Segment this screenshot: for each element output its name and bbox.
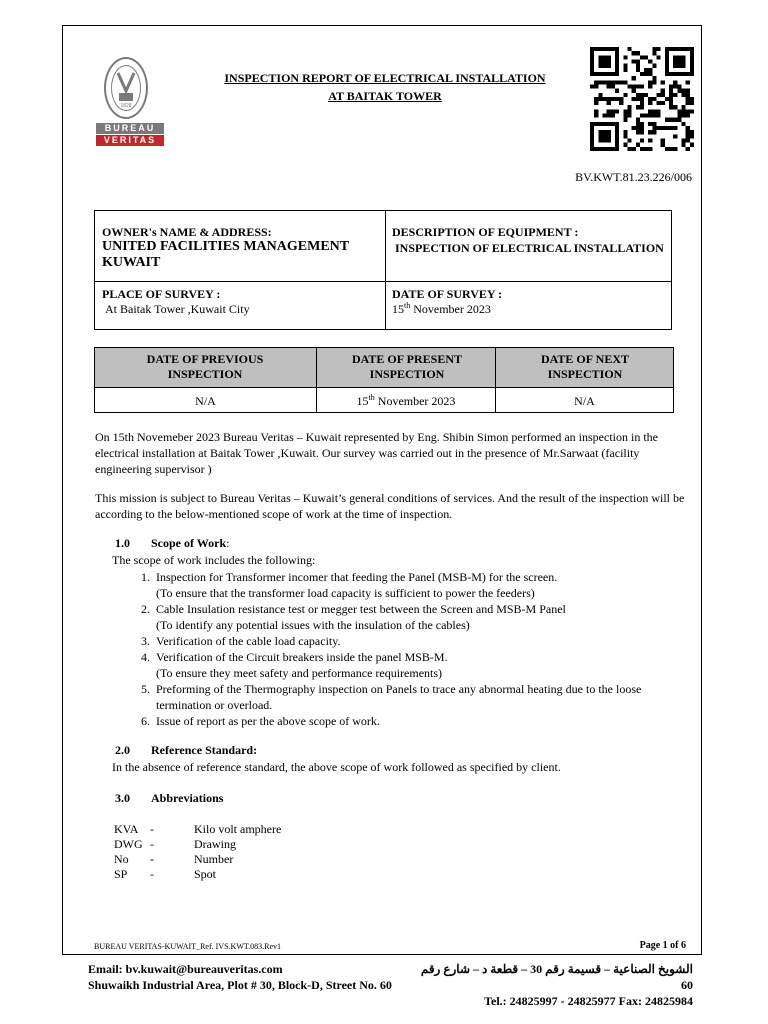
equipment-value: INSPECTION OF ELECTRICAL INSTALLATION — [395, 241, 664, 255]
bureau-veritas-logo — [96, 57, 168, 149]
footer-contact-arabic — [420, 961, 693, 1009]
form-reference: BUREAU VERITAS-KUWAIT_Ref. IVS.KWT.083.Rev1 — [94, 942, 282, 951]
present-inspection-header: DATE OF PRESENT INSPECTION — [351, 352, 462, 381]
abbreviations-heading: 3.0 Abbreviations — [115, 791, 224, 805]
scope-item-note: (To ensure that the transformer load capacity is sufficient to power the feeders) — [156, 586, 535, 600]
equipment-label: DESCRIPTION OF EQUIPMENT : — [392, 225, 579, 239]
scope-list — [112, 569, 692, 729]
scope-heading: 1.0 Scope of Work: — [115, 536, 230, 550]
present-inspection-value: 15th November 2023 — [356, 393, 456, 408]
logo-bureau-text: BUREAU — [96, 123, 164, 134]
logo-seal — [104, 57, 148, 119]
abbreviation-row: KVA - Kilo volt amphere — [114, 822, 282, 836]
scope-item-note: (To ensure they meet safety and performance requirements) — [156, 666, 443, 680]
mission-paragraph: This mission is subject to Bureau Veritas – Kuwait’s general conditions of services. And the result of the inspection will be according to the below-mentioned scope of work at the time of inspection. — [95, 491, 685, 521]
footer-contact — [88, 961, 392, 993]
scope-item-note: termination or overload. — [156, 698, 273, 712]
logo-year: 1828 — [120, 103, 132, 109]
owner-value: UNITED FACILITIES MANAGEMENT KUWAIT — [102, 239, 349, 270]
owner-label: OWNER's NAME & ADDRESS: — [102, 225, 272, 239]
survey-date-label: DATE OF SURVEY : — [392, 287, 503, 301]
footer-address: Shuwaikh Industrial Area, Plot # 30, Block-D, Street No. 60 — [88, 978, 392, 992]
title-line-2: AT BAITAK TOWER — [328, 89, 442, 103]
next-inspection-header: DATE OF NEXT INSPECTION — [540, 352, 629, 381]
logo-veritas-text: VERITAS — [96, 135, 164, 146]
reference-heading: 2.0 Reference Standard: — [115, 743, 258, 757]
reference-text: In the absence of reference standard, the above scope of work followed as specified by client. — [112, 760, 561, 774]
report-reference-number: BV.KWT.81.23.226/006 — [575, 170, 692, 184]
inspection-dates-table — [94, 347, 674, 413]
page-number: Page 1 of 6 — [639, 940, 686, 951]
scope-item: 4. Verification of the Circuit breakers inside the panel MSB-M. — [141, 650, 448, 664]
qr-code-icon — [590, 47, 694, 151]
next-inspection-value: N/A — [574, 394, 595, 408]
footer-email: Email: bv.kuwait@bureauveritas.com — [88, 962, 283, 976]
scope-item-note: (To identify any potential issues with the insulation of the cables) — [156, 618, 470, 632]
scope-item: 2. Cable Insulation resistance test or megger test between the Screen and MSB-M Panel — [141, 602, 566, 616]
place-label: PLACE OF SURVEY : — [102, 287, 221, 301]
scope-item: 6. Issue of report as per the above scope of work. — [141, 714, 380, 728]
previous-inspection-value: N/A — [195, 394, 216, 408]
footer-phones: Tel.: 24825997 - 24825977 Fax: 24825984 — [484, 994, 693, 1008]
scope-item: 3. Verification of the cable load capacity. — [141, 634, 341, 648]
abbreviation-row: DWG - Drawing — [114, 837, 236, 851]
footer-arabic-address: الشويخ الصناعية – قسيمة رقم 30 – قطعة د – شارع رقم 60 — [420, 962, 693, 992]
scope-item: 1. Inspection for Transformer incomer that feeding the Panel (MSB-M) for the screen. — [141, 570, 558, 584]
abbreviation-row: SP - Spot — [114, 867, 217, 881]
owner-info-table — [94, 210, 672, 330]
previous-inspection-header: DATE OF PREVIOUS INSPECTION — [146, 352, 264, 381]
intro-paragraph: On 15th Novemeber 2023 Bureau Veritas – Kuwait represented by Eng. Shibin Simon performed an inspection in the electrical installation at Baitak Tower ,Kuwait. Our survey was carried out in the presence of Mr.Sarwaat (facility engineering supervisor ) — [95, 430, 658, 476]
survey-date-value: 15th November 2023 — [392, 301, 491, 316]
place-value: At Baitak Tower ,Kuwait City — [105, 302, 250, 316]
scope-intro: The scope of work includes the following: — [112, 553, 316, 567]
abbreviation-row: No - Number — [114, 852, 234, 866]
report-title — [180, 69, 590, 105]
abbreviations-list — [114, 822, 281, 882]
title-line-1: INSPECTION REPORT OF ELECTRICAL INSTALLATION — [224, 71, 546, 85]
scope-item: 5. Preforming of the Thermography inspection on Panels to trace any abnormal heating due to the loose — [141, 682, 642, 696]
